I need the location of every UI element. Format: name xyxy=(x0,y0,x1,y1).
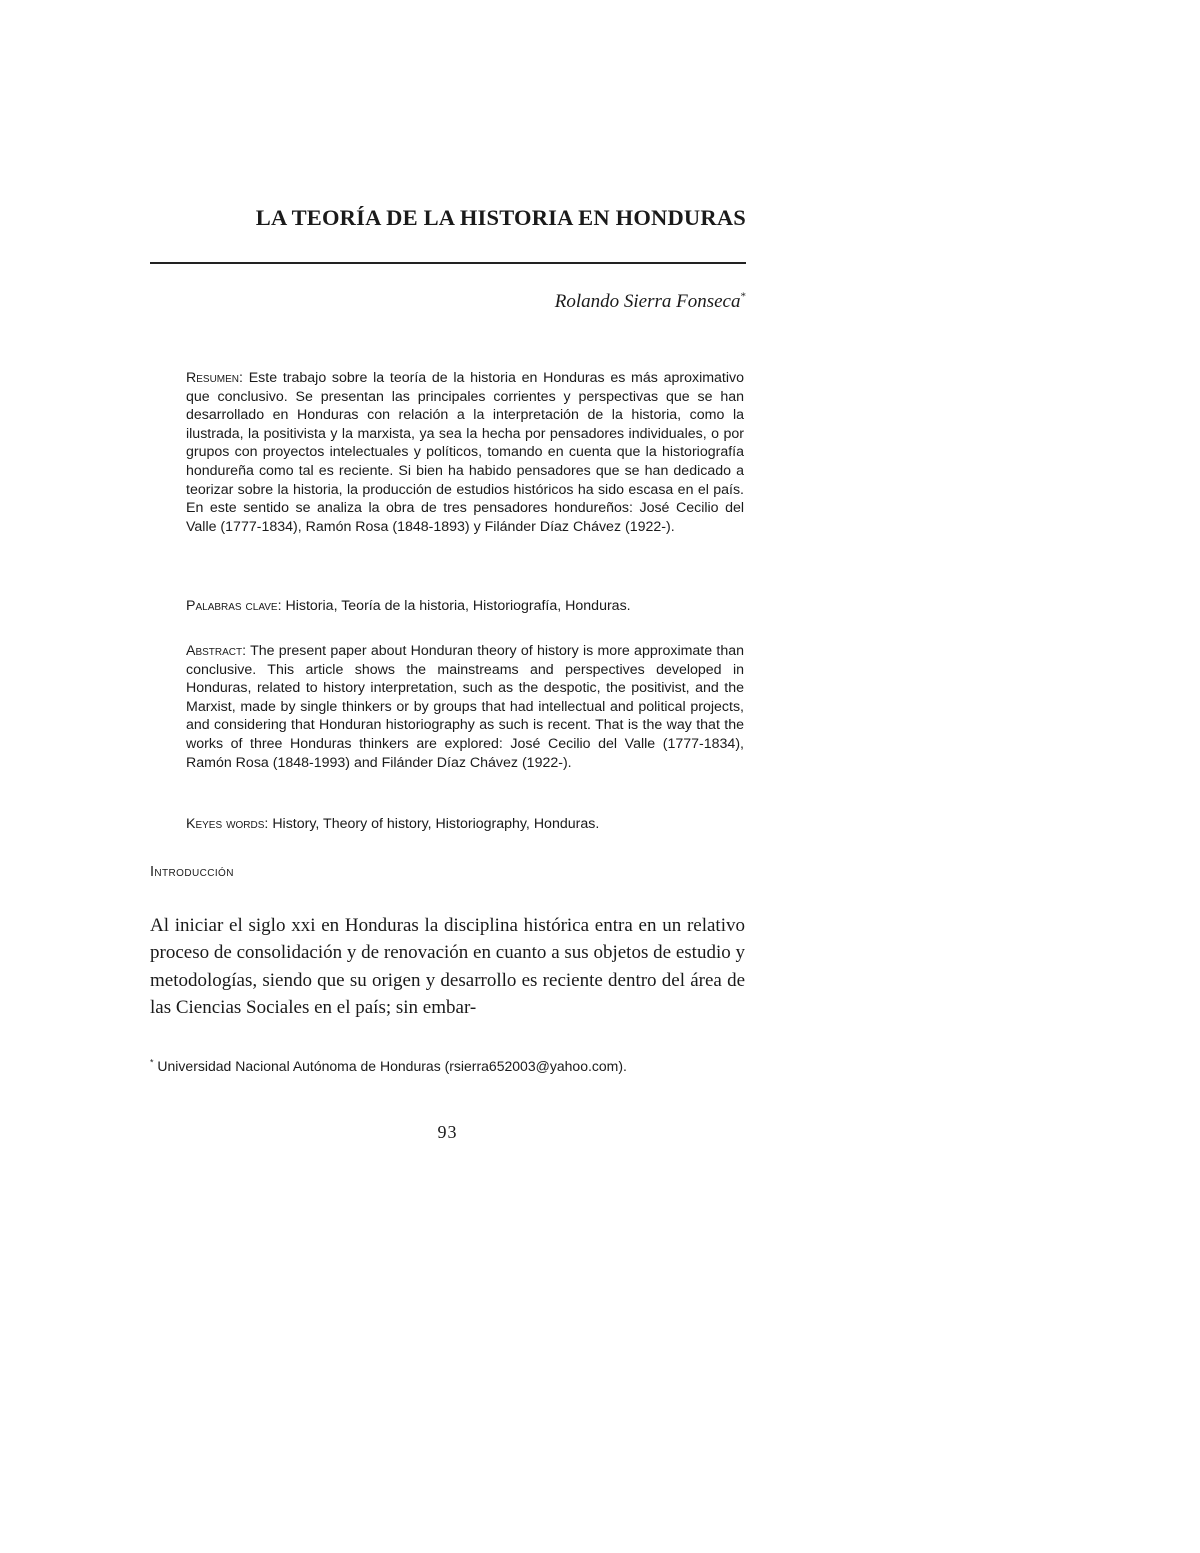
keyes-words-label: Keyes words: xyxy=(186,816,269,832)
abstract-text: The present paper about Honduran theory of history is more approximate than conclusive. This article shows the mainstreams and perspectives developed in Honduras, related to history interpretation, such as the despotic, the positivist, and the Marxist, made by single thinkers or by groups that had intellectual and political projects, and considering that Honduran historiography as such is recent. That is the way that the works of three Honduras thinkers are explored: José Cecilio del Valle (1777-1834), Ramón Rosa (1848-1993) and Filánder Díaz Chávez (1922-). xyxy=(186,643,744,771)
palabras-clave-paragraph xyxy=(186,597,744,616)
page-number: 93 xyxy=(437,1122,458,1142)
abstract-label: Abstract: xyxy=(186,643,247,659)
palabras-clave-label: Palabras clave: xyxy=(186,598,282,614)
footnote-text: Universidad Nacional Autónoma de Honduras (rsierra652003@yahoo.com). xyxy=(157,1058,627,1074)
title-divider xyxy=(150,262,746,264)
resumen-paragraph xyxy=(186,369,744,536)
section-heading-introduccion: Introducción xyxy=(150,864,234,880)
author-name: Rolando Sierra Fonseca xyxy=(554,291,741,312)
keyes-words-text: History, Theory of history, Historiography, Honduras. xyxy=(272,816,600,832)
palabras-clave-text: Historia, Teoría de la historia, Historiografía, Honduras. xyxy=(285,598,631,614)
author-line xyxy=(150,291,746,313)
keyes-words-paragraph xyxy=(186,815,744,834)
resumen-label: Resumen: xyxy=(186,370,243,386)
body-paragraph: Al iniciar el siglo xxi en Honduras la disciplina histórica entra en un relativo proceso de consolidación y de renovación en cuanto a sus objetos de estudio y metodologías, siendo que su origen y desarrollo es reciente dentro del área de las Ciencias Sociales en el país; sin embar- xyxy=(150,915,745,1019)
abstract-paragraph xyxy=(186,642,744,772)
author-footnote-mark: * xyxy=(740,290,746,303)
resumen-text: Este trabajo sobre la teoría de la historia en Honduras es más aproximativo que conclusivo. Se presentan las principales corrientes y perspectivas que se han desarrollado en Honduras con relación a la interpretación de la historia, como la ilustrada, la positivista y la marxista, ya sea la hecha por pensadores individuales, o por grupos con proyectos intelectuales y políticos, tomando en cuenta que la historiografía hondureña como tal es reciente. Si bien ha habido pensadores que se han dedicado a teorizar sobre la historia, la producción de estudios históricos ha sido escasa en el país. En este sentido se analiza la obra de tres pensadores hondureños: José Cecilio del Valle (1777-1834), Ramón Rosa (1848-1893) y Filánder Díaz Chávez (1922-). xyxy=(186,370,745,535)
footnote-mark: * xyxy=(150,1057,154,1068)
article-title: LA TEORÍA DE LA HISTORIA EN HONDURAS xyxy=(255,205,746,230)
footnote xyxy=(150,1058,750,1074)
